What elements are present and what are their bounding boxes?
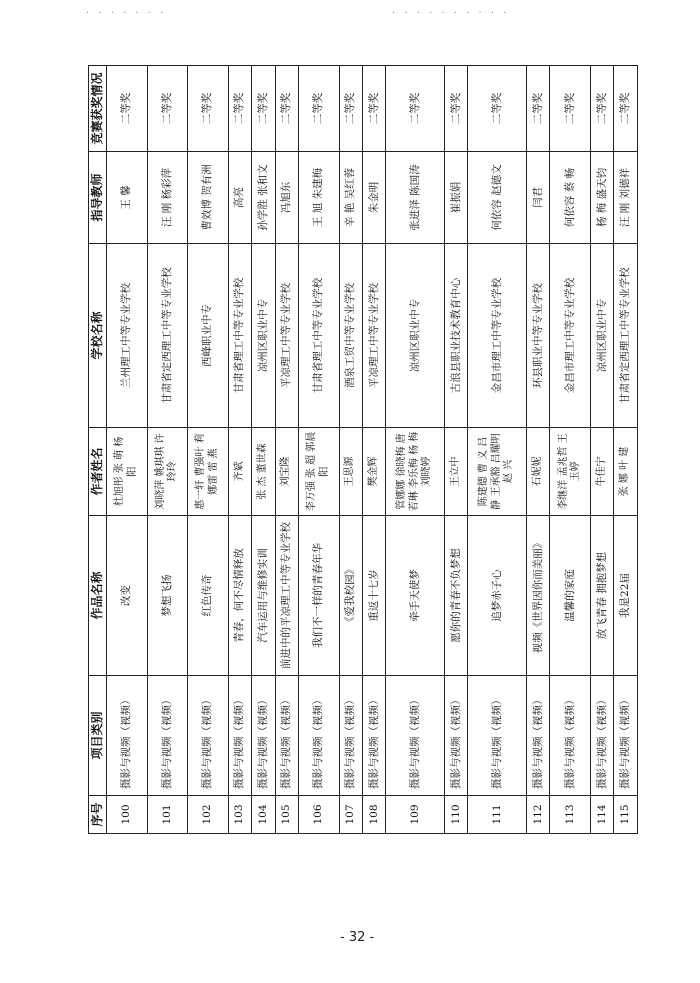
cell-award: 二等奖 (591, 66, 614, 152)
cell-school: 甘肃省理工中等专业学校 (298, 244, 339, 428)
cell-category: 摄影与视频（视频） (275, 676, 298, 796)
cell-category: 摄影与视频（视频） (386, 676, 445, 796)
cell-award: 二等奖 (252, 66, 275, 152)
table-header-row (89, 66, 107, 834)
cell-teacher: 朱金明 (362, 152, 385, 244)
header-school: 学校名称 (89, 244, 107, 428)
cell-award: 二等奖 (107, 66, 148, 152)
header-category: 项目类别 (89, 676, 107, 796)
cell-school: 古浪县职业技术教育中心 (444, 244, 467, 428)
cell-school: 金昌市理工中等专业学校 (550, 244, 591, 428)
cell-category: 摄影与视频（视频） (591, 676, 614, 796)
header-work: 作品名称 (89, 516, 107, 676)
cell-seq: 109 (386, 796, 445, 834)
cell-authors: 张 娜 叶 建 (614, 428, 638, 516)
table-row (275, 66, 298, 834)
cell-award: 二等奖 (527, 66, 550, 152)
table-row (386, 66, 445, 834)
cell-authors: 张 杰 董世森 (252, 428, 275, 516)
cell-category: 摄影与视频（视频） (339, 676, 362, 796)
cell-authors: 王立中 (444, 428, 467, 516)
cell-authors: 李继洋 孟兆哲 王玉婷 (550, 428, 591, 516)
cell-teacher: 王 旭 朱建梅 (298, 152, 339, 244)
table-row (252, 66, 275, 834)
cell-teacher: 高亮 (228, 152, 251, 244)
cell-seq: 114 (591, 796, 614, 834)
cell-category: 摄影与视频（视频） (468, 676, 527, 796)
cell-award: 二等奖 (444, 66, 467, 152)
table-row (468, 66, 527, 834)
cell-work: 汽车运用与维修实训 (252, 516, 275, 676)
table-row (298, 66, 339, 834)
cell-award: 二等奖 (468, 66, 527, 152)
rotated-table-container (88, 66, 638, 834)
cell-category: 摄影与视频（视频） (444, 676, 467, 796)
cell-authors: 陈建德 曹 义 吕 静 王承豁 吕耀明 赵 兴 (468, 428, 527, 516)
cell-teacher: 汪 刚 刘德祥 (614, 152, 638, 244)
cell-authors: 惠一轩 曹强叶 莉娜雷 雷 燕 (188, 428, 229, 516)
cell-category: 摄影与视频（视频） (527, 676, 550, 796)
cell-school: 环县职业中等专业学校 (527, 244, 550, 428)
cell-award: 二等奖 (228, 66, 251, 152)
cell-teacher: 何依容 赵德文 (468, 152, 527, 244)
cell-work: 温馨的家庭 (550, 516, 591, 676)
cell-authors: 齐斌 (228, 428, 251, 516)
cell-work: 红色传奇 (188, 516, 229, 676)
cell-award: 二等奖 (386, 66, 445, 152)
cell-award: 二等奖 (298, 66, 339, 152)
cell-school: 兰州理工中等专业学校 (107, 244, 148, 428)
cell-work: 前进中的平凉理工中等专业学校 (275, 516, 298, 676)
cell-category: 摄影与视频（视频） (550, 676, 591, 796)
cell-category: 摄影与视频（视频） (228, 676, 251, 796)
cell-teacher: 何依容 蔡 畅 (550, 152, 591, 244)
cell-work: 我们不一样的青春年华 (298, 516, 339, 676)
cell-seq: 105 (275, 796, 298, 834)
cell-teacher: 曹效博 贺有洲 (188, 152, 229, 244)
cell-authors: 李万强 张 超 郭晨阳 (298, 428, 339, 516)
cell-work: 牵手天使梦 (386, 516, 445, 676)
cell-teacher: 汪 刚 杨彩萍 (147, 152, 188, 244)
cell-authors: 王思源 (339, 428, 362, 516)
award-table (88, 65, 638, 834)
cell-category: 摄影与视频（视频） (107, 676, 148, 796)
cell-teacher: 冯旭东 (275, 152, 298, 244)
table-row (228, 66, 251, 834)
cell-work: 追梦赤子心 (468, 516, 527, 676)
cell-school: 平凉理工中等专业学校 (275, 244, 298, 428)
cell-seq: 111 (468, 796, 527, 834)
cell-school: 平凉理工中等专业学校 (362, 244, 385, 428)
cell-award: 二等奖 (188, 66, 229, 152)
cell-work: 愿你的青春不负梦想 (444, 516, 467, 676)
table-row (107, 66, 148, 834)
cell-category: 摄影与视频（视频） (362, 676, 385, 796)
cell-seq: 103 (228, 796, 251, 834)
cell-school: 凉州区职业中专 (386, 244, 445, 428)
table-row (614, 66, 638, 834)
cell-award: 二等奖 (614, 66, 638, 152)
cell-authors: 牛佳宁 (591, 428, 614, 516)
cell-teacher: 闫君 (527, 152, 550, 244)
cell-seq: 110 (444, 796, 467, 834)
cell-authors: 刘晓萍 姚琪琪 许玲玲 (147, 428, 188, 516)
table-row (147, 66, 188, 834)
cell-seq: 100 (107, 796, 148, 834)
scan-dots-right: · · · · · · · · · · (392, 8, 510, 19)
cell-category: 摄影与视频（视频） (252, 676, 275, 796)
cell-seq: 101 (147, 796, 188, 834)
cell-authors: 刘宝隆 (275, 428, 298, 516)
header-teacher: 指导教师 (89, 152, 107, 244)
rotated-table-inner (88, 66, 638, 834)
cell-category: 摄影与视频（视频） (188, 676, 229, 796)
cell-teacher: 辛 艳 吴红蓉 (339, 152, 362, 244)
cell-work: 梦想飞扬 (147, 516, 188, 676)
cell-category: 摄影与视频（视频） (614, 676, 638, 796)
cell-work: 改变 (107, 516, 148, 676)
cell-category: 摄影与视频（视频） (147, 676, 188, 796)
cell-school: 酒泉工贸中等专业学校 (339, 244, 362, 428)
cell-seq: 102 (188, 796, 229, 834)
cell-school: 甘肃省定西理工中等专业学校 (147, 244, 188, 428)
cell-seq: 106 (298, 796, 339, 834)
cell-award: 二等奖 (550, 66, 591, 152)
cell-teacher: 孙学胜 张和文 (252, 152, 275, 244)
cell-teacher: 王 馨 (107, 152, 148, 244)
cell-seq: 104 (252, 796, 275, 834)
cell-school: 甘肃省理工中等专业学校 (228, 244, 251, 428)
table-row (550, 66, 591, 834)
cell-authors: 樊金辉 (362, 428, 385, 516)
header-seq: 序号 (89, 796, 107, 834)
cell-seq: 107 (339, 796, 362, 834)
cell-teacher: 杨 梅 盛天钧 (591, 152, 614, 244)
table-row (444, 66, 467, 834)
cell-award: 二等奖 (275, 66, 298, 152)
cell-category: 摄影与视频（视频） (298, 676, 339, 796)
table-row (188, 66, 229, 834)
cell-work: 我是22届 (614, 516, 638, 676)
scan-dots-left: · · · · · · · (86, 8, 167, 19)
cell-work: 视频《世界因你而美丽》 (527, 516, 550, 676)
cell-school: 凉州区职业中专 (591, 244, 614, 428)
cell-award: 二等奖 (147, 66, 188, 152)
cell-authors: 管娜娜 徐晓梅 唐若琳 李乐梅 杨 梅 刘晓婷 (386, 428, 445, 516)
cell-seq: 115 (614, 796, 638, 834)
cell-work: 重返十七岁 (362, 516, 385, 676)
cell-authors: 石妮妮 (527, 428, 550, 516)
cell-seq: 113 (550, 796, 591, 834)
cell-award: 二等奖 (339, 66, 362, 152)
table-row (339, 66, 362, 834)
cell-authors: 杜旭彤 张 萌 杨 阳 (107, 428, 148, 516)
cell-school: 西峰职业中专 (188, 244, 229, 428)
cell-seq: 112 (527, 796, 550, 834)
table-row (362, 66, 385, 834)
cell-award: 二等奖 (362, 66, 385, 152)
cell-school: 甘肃省定西理工中等专业学校 (614, 244, 638, 428)
cell-work: 放飞青春 拥抱梦想 (591, 516, 614, 676)
cell-school: 金昌市理工中等专业学校 (468, 244, 527, 428)
cell-school: 凉州区职业中专 (252, 244, 275, 428)
header-award: 竞赛获奖情况 (89, 66, 107, 152)
cell-seq: 108 (362, 796, 385, 834)
header-authors: 作者姓名 (89, 428, 107, 516)
cell-work: 《爱我校园》 (339, 516, 362, 676)
page-number: - 32 - (340, 930, 375, 945)
cell-teacher: 崔振娟 (444, 152, 467, 244)
cell-work: 青春，何不尽情释放 (228, 516, 251, 676)
table-row (527, 66, 550, 834)
table-row (591, 66, 614, 834)
cell-teacher: 张进泽 陈国涛 (386, 152, 445, 244)
